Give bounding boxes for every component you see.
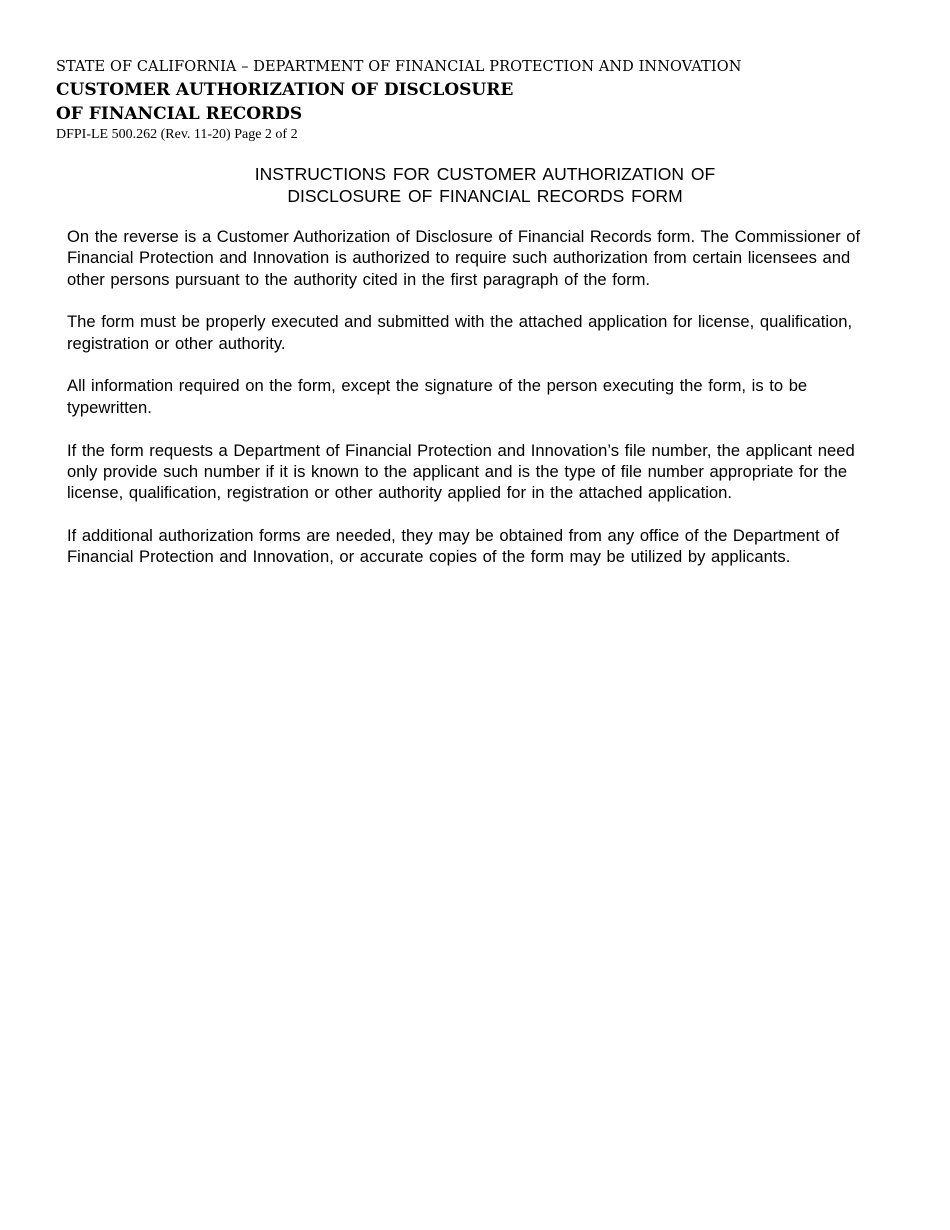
instruction-paragraph-2: The form must be properly executed and submitted with the attached application for license, qualification, registration or other authority. [67, 312, 853, 353]
instruction-paragraph-3: All information required on the form, except the signature of the person executing the form, is to be typewritten. [67, 376, 808, 417]
instructions-title [200, 163, 770, 207]
document-header [56, 56, 876, 144]
form-title-line1: CUSTOMER AUTHORIZATION OF DISCLOSURE [56, 80, 514, 100]
instruction-paragraph-4: If the form requests a Department of Financial Protection and Innovation’s file number, the applicant need only provide such number if it is known to the applicant and is the type of file number appropriate for the license, qualification, registration or other authority applied for in the attached application. [67, 440, 855, 503]
form-title-line2: OF FINANCIAL RECORDS [56, 104, 303, 124]
form-number: DFPI-LE 500.262 (Rev. 11-20) Page 2 of 2 [56, 127, 298, 142]
agency-name: STATE OF CALIFORNIA – DEPARTMENT OF FINANCIAL PROTECTION AND INNOVATION [56, 59, 742, 75]
instructions-body [67, 226, 867, 589]
instructions-title-line1: INSTRUCTIONS FOR CUSTOMER AUTHORIZATION OF [254, 164, 716, 184]
instructions-title-line2: DISCLOSURE OF FINANCIAL RECORDS FORM [287, 186, 683, 206]
instruction-paragraph-1: On the reverse is a Customer Authorization of Disclosure of Financial Records form. The Commissioner of Financial Protection and Innovation is authorized to require such authorization from certain licensees and other persons pursuant to the authority cited in the first paragraph of the form. [67, 227, 861, 289]
instruction-paragraph-5: If additional authorization forms are needed, they may be obtained from any office of the Department of Financial Protection and Innovation, or accurate copies of the form may be utilized by applicants. [67, 525, 840, 567]
